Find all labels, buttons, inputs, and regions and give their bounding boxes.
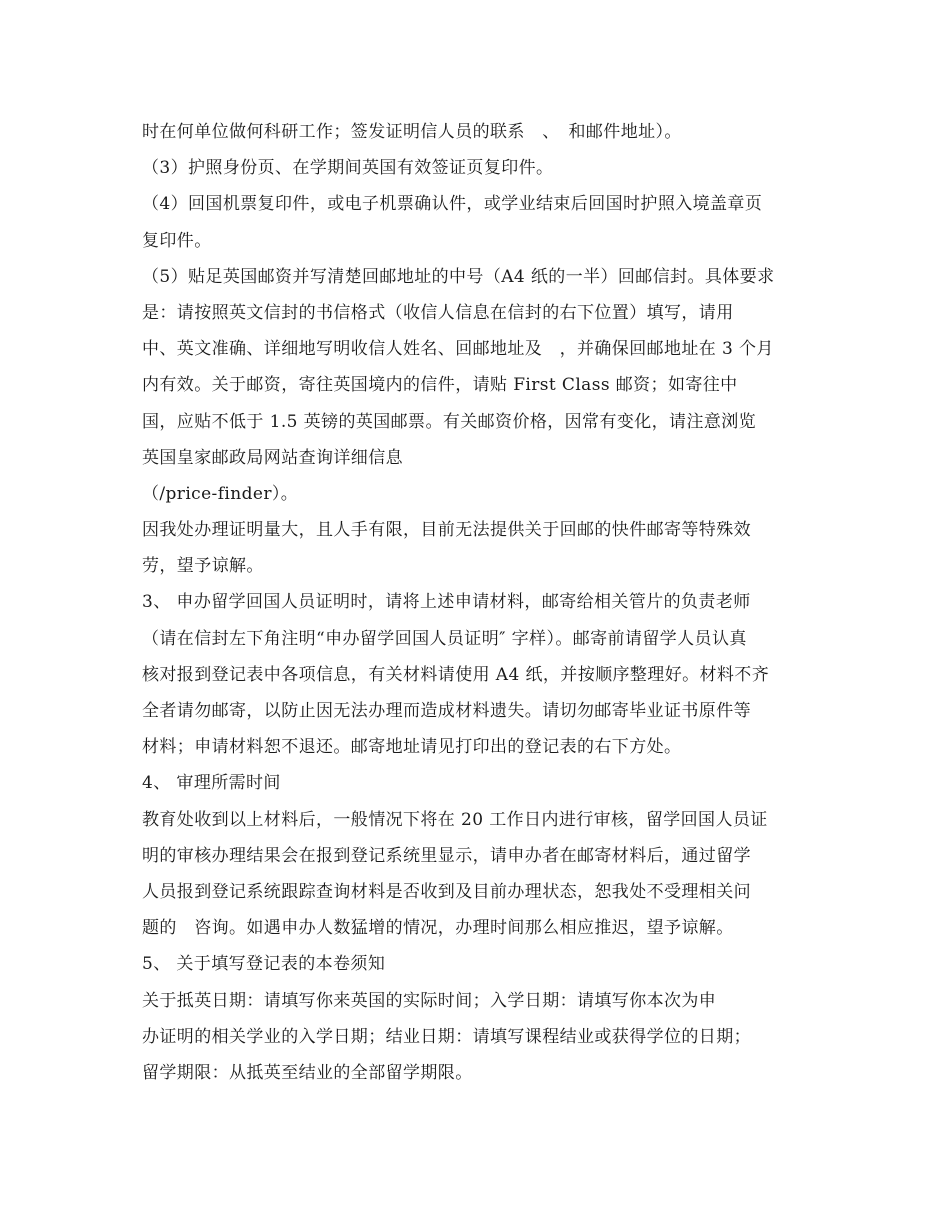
text-line: 中、英文准确、详细地写明收信人姓名、回邮地址及 ，并确保回邮地址在 3 个月 [142,339,774,360]
text-line: （3）护照身份页、在学期间英国有效签证页复印件。 [142,158,554,179]
section-heading: 3、 申办留学回国人员证明时，请将上述申请材料，邮寄给相关管片的负责老师 [142,592,751,613]
text-line: 办证明的相关学业的入学日期；结业日期：请填写课程结业或获得学位的日期； [142,1026,751,1047]
text-line: 明的审核办理结果会在报到登记系统里显示，请申办者在邮寄材料后，通过留学 [142,845,751,866]
text-line: 因我处办理证明量大，且人手有限，目前无法提供关于回邮的快件邮寄等特殊效 [142,520,751,541]
text-line: 内有效。关于邮资，寄往英国境内的信件，请贴 First Class 邮资；如寄往中 [142,375,738,396]
section-heading: 4、 审理所需时间 [142,773,281,794]
text-line: （5）贴足英国邮资并写清楚回邮地址的中号（A4 纸的一半）回邮信封。具体要求 [142,266,775,287]
text-line: 题的 咨询。如遇申办人数猛增的情况，办理时间那么相应推迟，望予谅解。 [142,918,734,939]
text-line: 人员报到登记系统跟踪查询材料是否收到及目前办理状态，恕我处不受理相关问 [142,881,751,902]
text-line: 时在何单位做何科研工作；签发证明信人员的联系 、 和邮件地址）。 [142,122,682,142]
text-line: 是：请按照英文信封的书信格式（收信人信息在信封的右下位置）填写，请用 [142,302,734,323]
text-line: （请在信封左下角注明“申办留学回国人员证明″ 字样）。邮寄前请留学人员认真 [142,628,747,649]
text-line: （/price-finder）。 [142,483,299,504]
text-line: 英国皇家邮政局网站查询详细信息 [142,447,403,468]
text-line: 核对报到登记表中各项信息，有关材料请使用 A4 纸，并按顺序整理好。材料不齐 [142,664,770,685]
document-body [142,114,822,1091]
text-line: 材料；申请材料恕不退还。邮寄地址请见打印出的登记表的右下方处。 [142,737,682,758]
text-line: 全者请勿邮寄，以防止因无法办理而造成材料遗失。请切勿邮寄毕业证书原件等 [142,701,751,721]
text-line: 留学期限：从抵英至结业的全部留学期限。 [142,1062,473,1083]
text-line: 劳，望予谅解。 [142,556,264,577]
text-line: 教育处收到以上材料后，一般情况下将在 20 工作日内进行审核，留学回国人员证 [142,809,768,830]
text-line: 复印件。 [142,230,212,251]
text-line: 国，应贴不低于 1.5 英镑的英国邮票。有关邮资价格，因常有变化，请注意浏览 [142,411,757,432]
text-line: 关于抵英日期：请填写你来英国的实际时间；入学日期：请填写你本次为申 [142,990,717,1011]
text-line: （4）回国机票复印件，或电子机票确认件，或学业结束后回国时护照入境盖章页 [142,194,763,215]
section-heading: 5、 关于填写登记表的本卷须知 [142,954,386,975]
